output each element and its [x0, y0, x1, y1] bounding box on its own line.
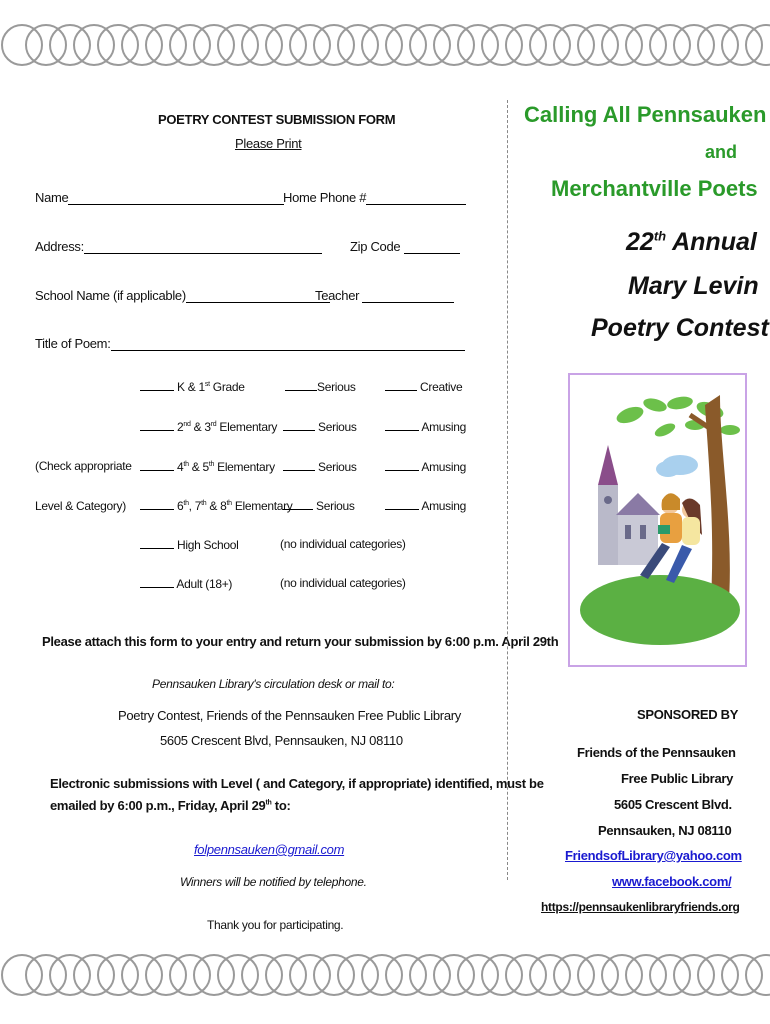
- border-ring: [530, 955, 570, 995]
- border-ring: [626, 955, 666, 995]
- border-ring: [602, 25, 642, 65]
- border-ring: [386, 25, 426, 65]
- home-phone-line: [366, 190, 466, 205]
- electronic-text-line2: emailed by 6:00 p.m., Friday, April 29th to:: [50, 798, 291, 813]
- border-ring: [602, 955, 642, 995]
- category-label: Serious: [316, 499, 355, 513]
- school-label: School Name (if applicable): [35, 288, 186, 303]
- border-ring: [2, 25, 42, 65]
- teacher-line: [362, 288, 454, 303]
- border-ring: [722, 955, 762, 995]
- border-ring: [122, 955, 162, 995]
- border-ring: [482, 955, 522, 995]
- home-phone-label: Home Phone #: [283, 190, 367, 205]
- sponsored-heading: SPONSORED BY: [637, 707, 739, 722]
- category-blank[interactable]: [285, 379, 317, 391]
- category-label: Creative: [420, 380, 463, 394]
- category-label: Amusing: [421, 499, 466, 513]
- border-ring: [314, 25, 354, 65]
- sponsor-line-2: Free Public Library: [621, 771, 734, 786]
- border-ring: [506, 955, 546, 995]
- border-ring: [674, 955, 714, 995]
- border-ring: [2, 955, 42, 995]
- category-label: Serious: [318, 460, 357, 474]
- check-label-2: Level & Category): [35, 499, 126, 513]
- border-ring: [74, 25, 114, 65]
- level-checkbox-line[interactable]: [140, 537, 174, 549]
- mail-address-line2: 5605 Crescent Blvd, Pennsauken, NJ 08110: [160, 733, 403, 748]
- sponsor-line-1: Friends of the Pennsauken: [577, 745, 736, 760]
- border-ring: [554, 955, 594, 995]
- address-label: Address:: [35, 239, 84, 254]
- category-serious-4-5[interactable]: [283, 459, 357, 474]
- border-ring: [242, 955, 282, 995]
- level-checkbox-line[interactable]: [140, 576, 174, 588]
- border-ring: [698, 25, 738, 65]
- border-ring: [98, 25, 138, 65]
- teacher-label: Teacher: [315, 288, 360, 303]
- attach-instruction: Please attach this form to your entry and return your submission by 6:00 p.m. April 29th: [42, 634, 559, 649]
- border-ring: [26, 25, 66, 65]
- poem-title-line: [111, 336, 465, 351]
- border-ring: [434, 25, 474, 65]
- border-ring: [98, 955, 138, 995]
- sponsor-email-link[interactable]: FriendsofLibrary@yahoo.com: [565, 848, 742, 863]
- category-serious-k1[interactable]: [285, 379, 356, 394]
- level-row-6-8[interactable]: 6th, 7th & 8th Elementary: [140, 498, 293, 513]
- border-ring: [434, 955, 474, 995]
- border-ring: [290, 955, 330, 995]
- contest-email-link[interactable]: folpennsauken@gmail.com: [194, 842, 345, 857]
- border-ring: [170, 955, 210, 995]
- border-ring: [50, 25, 90, 65]
- border-ring: [650, 955, 690, 995]
- check-label-1: (Check appropriate: [35, 459, 132, 473]
- category-amusing-2-3[interactable]: [385, 419, 466, 434]
- category-blank[interactable]: [385, 419, 419, 431]
- border-ring: [482, 25, 522, 65]
- category-blank[interactable]: [283, 419, 315, 431]
- level-row-k1[interactable]: K & 1st Grade: [140, 379, 245, 394]
- address-field[interactable]: [35, 239, 322, 254]
- border-ring: [506, 25, 546, 65]
- level-row-high-school[interactable]: [140, 537, 238, 552]
- website-link[interactable]: https://pennsaukenlibraryfriends.org: [541, 900, 740, 914]
- border-ring: [410, 955, 450, 995]
- category-label: Amusing: [421, 460, 466, 474]
- border-ring: [410, 25, 450, 65]
- level-label: High School: [177, 538, 239, 552]
- category-amusing-6-8[interactable]: [385, 498, 466, 513]
- level-row-2-3[interactable]: 2nd & 3rd Elementary: [140, 419, 277, 434]
- contest-heading: Poetry Contest: [591, 314, 769, 342]
- category-amusing-4-5[interactable]: [385, 459, 466, 474]
- border-ring: [554, 25, 594, 65]
- school-line: [186, 288, 330, 303]
- facebook-link[interactable]: www.facebook.com/: [612, 874, 732, 889]
- zip-field[interactable]: [350, 239, 460, 254]
- border-ring: [242, 25, 282, 65]
- border-ring: [170, 25, 210, 65]
- sponsor-line-3: 5605 Crescent Blvd.: [614, 797, 732, 812]
- level-checkbox-line[interactable]: [140, 419, 174, 431]
- electronic-text-line1: Electronic submissions with Level ( and Category, if appropriate) identified, must be: [50, 776, 544, 791]
- border-ring: [698, 955, 738, 995]
- and-heading: and: [705, 142, 738, 162]
- annual-heading: 22th Annual: [626, 228, 757, 256]
- border-ring: [626, 25, 666, 65]
- adult-note: (no individual categories): [280, 576, 406, 590]
- level-label: Adult (18+): [176, 577, 233, 591]
- address-line: [84, 239, 322, 254]
- level-checkbox-line[interactable]: [140, 379, 174, 391]
- category-label: Serious: [317, 380, 356, 394]
- border-ring: [530, 25, 570, 65]
- border-ring: [674, 25, 714, 65]
- category-serious-6-8[interactable]: [283, 498, 355, 513]
- border-ring: [146, 955, 186, 995]
- home-phone-field[interactable]: [283, 190, 466, 205]
- border-ring: [146, 25, 186, 65]
- fold-divider: [507, 100, 508, 880]
- merchantville-heading: Merchantville Poets: [551, 176, 758, 201]
- border-ring: [74, 955, 114, 995]
- zip-line: [404, 239, 460, 254]
- zip-label: Zip Code: [350, 239, 401, 254]
- border-ring: [266, 955, 306, 995]
- winners-text: Winners will be notified by telephone.: [180, 875, 367, 889]
- category-blank[interactable]: [385, 459, 419, 471]
- school-field[interactable]: [35, 288, 330, 303]
- category-blank[interactable]: [385, 379, 417, 391]
- border-ring: [50, 955, 90, 995]
- border-ring: [122, 25, 162, 65]
- category-blank[interactable]: [385, 498, 419, 510]
- border-ring: [578, 25, 618, 65]
- form-subtitle: Please Print: [235, 136, 302, 151]
- level-row-4-5[interactable]: 4th & 5th Elementary: [140, 459, 275, 474]
- name-line: [68, 190, 284, 205]
- border-ring: [194, 955, 234, 995]
- circulation-text: Pennsauken Library's circulation desk or mail to:: [152, 677, 395, 691]
- category-serious-2-3[interactable]: [283, 419, 357, 434]
- border-ring: [26, 955, 66, 995]
- sponsor-line-4: Pennsauken, NJ 08110: [598, 823, 732, 838]
- category-blank[interactable]: [283, 459, 315, 471]
- reading-couple-illustration: [568, 373, 747, 667]
- category-creative-k1[interactable]: [385, 379, 462, 394]
- name-label: Name: [35, 190, 69, 205]
- category-label: Amusing: [421, 420, 466, 434]
- border-ring: [218, 955, 258, 995]
- border-ring: [458, 955, 498, 995]
- bottom-border-decoration: [0, 940, 770, 1020]
- category-label: Serious: [318, 420, 357, 434]
- category-blank[interactable]: [283, 498, 313, 510]
- poem-title-label: Title of Poem:: [35, 336, 111, 351]
- border-ring: [338, 25, 378, 65]
- name-field[interactable]: [35, 190, 284, 205]
- border-ring: [722, 25, 762, 65]
- border-ring: [194, 25, 234, 65]
- border-ring: [578, 955, 618, 995]
- poem-title-field[interactable]: [35, 336, 465, 351]
- border-ring: [746, 25, 770, 65]
- top-border-decoration: [0, 0, 770, 80]
- border-ring: [338, 955, 378, 995]
- border-ring: [266, 25, 306, 65]
- mail-address-line1: Poetry Contest, Friends of the Pennsauken Free Public Library: [118, 708, 461, 723]
- border-ring: [218, 25, 258, 65]
- level-row-adult[interactable]: [140, 576, 232, 591]
- calling-heading: Calling All Pennsauken: [524, 102, 767, 127]
- form-title: POETRY CONTEST SUBMISSION FORM: [158, 112, 396, 127]
- level-checkbox-line[interactable]: [140, 459, 174, 471]
- border-ring: [650, 25, 690, 65]
- border-ring: [314, 955, 354, 995]
- high-school-note: (no individual categories): [280, 537, 406, 551]
- teacher-field[interactable]: [315, 288, 454, 303]
- border-ring: [290, 25, 330, 65]
- border-ring: [458, 25, 498, 65]
- thanks-text: Thank you for participating.: [207, 918, 344, 932]
- border-ring: [362, 955, 402, 995]
- level-checkbox-line[interactable]: [140, 498, 174, 510]
- border-ring: [746, 955, 770, 995]
- border-ring: [386, 955, 426, 995]
- mary-levin-heading: Mary Levin: [628, 272, 759, 300]
- border-ring: [362, 25, 402, 65]
